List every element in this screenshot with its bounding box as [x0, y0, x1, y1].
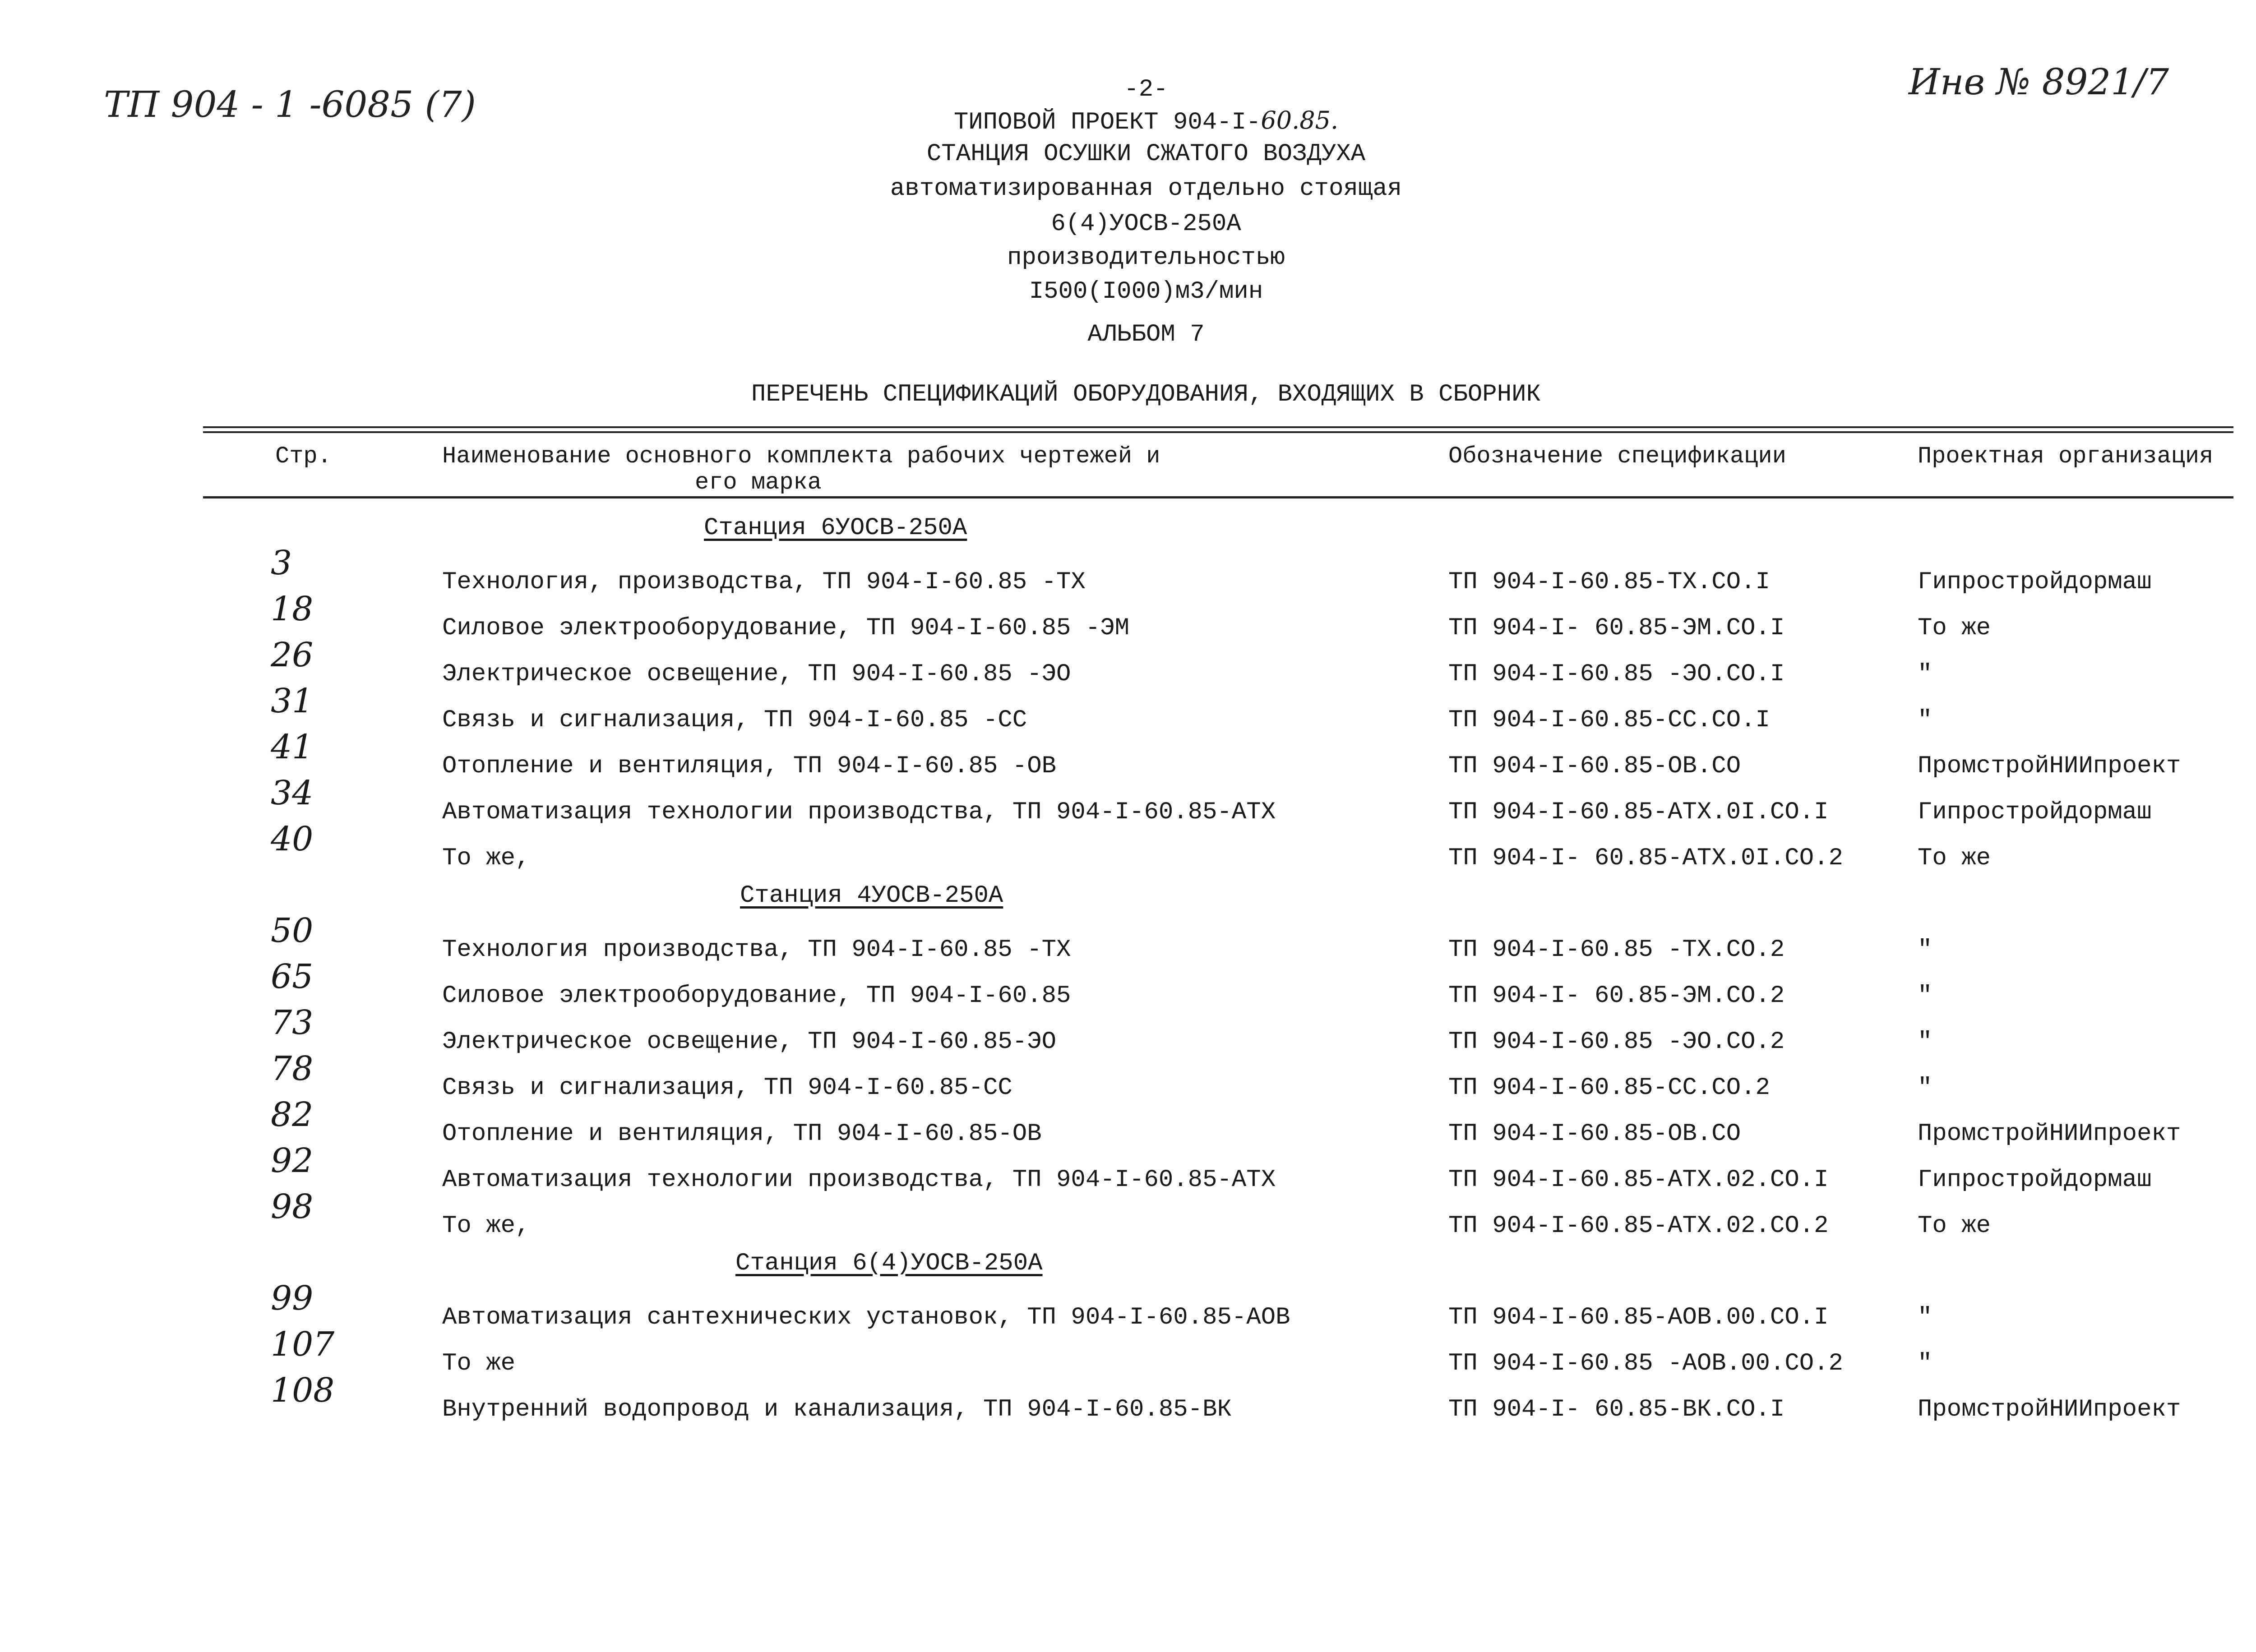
spec-cell: ТП 904-I- 60.85-АТХ.0I.СО.2 [1448, 844, 1843, 872]
table-row [203, 1049, 2233, 1110]
spec-cell: ТП 904-I-60.85-ОВ.СО [1448, 1120, 1741, 1148]
project-title [0, 108, 2256, 135]
station-subtitle: автоматизированная отдельно стоящая [890, 175, 1402, 203]
spec-cell: ТП 904-I- 60.85-ЭМ.СО.2 [1448, 982, 1785, 1010]
page-cell: 31 [271, 682, 314, 720]
spec-cell: ТП 904-I-60.85-АТХ.02.СО.I [1448, 1166, 1829, 1194]
column-header-name-line2: его марка [695, 469, 822, 496]
name-cell: Связь и сигнализация, ТП 904-I-60.85 -СС [442, 706, 1027, 734]
page-cell: 50 [271, 911, 314, 950]
handwritten-document-code: ТП 904 - 1 -6085 (7) [104, 83, 476, 125]
page-cell: 34 [271, 774, 314, 812]
spec-cell: ТП 904-I-60.85-ОВ.СО [1448, 752, 1741, 780]
spec-cell: ТП 904-I-60.85 -АОВ.00.СО.2 [1448, 1350, 1843, 1377]
org-cell: " [1918, 1304, 1932, 1331]
table-top-rule [203, 426, 2233, 433]
spec-cell: ТП 904-I-60.85-АТХ.0I.СО.I [1448, 798, 1829, 826]
table-row [203, 1279, 2233, 1340]
page-cell: 65 [271, 957, 314, 996]
table-row [203, 1371, 2233, 1432]
spec-cell: ТП 904-I-60.85-ТХ.СО.I [1448, 568, 1770, 596]
page-cell: 78 [271, 1049, 314, 1088]
name-cell: Внутренний водопровод и канализация, ТП 904-I-60.85-ВК [442, 1396, 1232, 1423]
org-cell: " [1918, 706, 1932, 734]
org-cell: Гипростройдормаш [1918, 1166, 2152, 1194]
name-cell: Автоматизация технологии производства, ТП 904-I-60.85-АТХ [442, 1166, 1276, 1194]
name-cell: Технология производства, ТП 904-I-60.85 -ТХ [442, 936, 1071, 964]
org-cell: " [1918, 660, 1932, 688]
handwritten-inventory-number: Инв № 8921/7 [1909, 61, 2169, 103]
name-cell: Технология, производства, ТП 904-I-60.85 -ТХ [442, 568, 1086, 596]
org-cell: " [1918, 1028, 1932, 1056]
org-cell: " [1918, 936, 1932, 964]
name-cell: Электрическое освещение, ТП 904-I-60.85-ЭО [442, 1028, 1057, 1056]
name-cell: То же, [442, 1212, 530, 1240]
org-cell: ПромстройНИИпроект [1918, 1396, 2181, 1423]
name-cell: Отопление и вентиляция, ТП 904-I-60.85-ОВ [442, 1120, 1042, 1148]
org-cell: Гипростройдормаш [1918, 568, 2152, 596]
table-row [203, 682, 2233, 743]
table-row [203, 911, 2233, 972]
page-cell: 18 [271, 590, 314, 628]
column-header-page: Стр. [275, 443, 332, 470]
list-title: ПЕРЕЧЕНЬ СПЕЦИФИКАЦИЙ ОБОРУДОВАНИЯ, ВХОДЯЩИХ В СБОРНИК [751, 381, 1541, 408]
org-cell: То же [1918, 614, 1991, 642]
column-header-name: Наименование основного комплекта рабочих чертежей и [442, 443, 1160, 470]
name-cell: Силовое электрооборудование, ТП 904-I-60.85 -ЭМ [442, 614, 1130, 642]
table-header-rule [203, 496, 2233, 498]
album-title: АЛЬБОМ 7 [1087, 321, 1205, 348]
page-cell: 3 [271, 544, 292, 582]
page-cell: 92 [271, 1141, 314, 1180]
page-cell: 26 [271, 636, 314, 674]
table-row [203, 1003, 2233, 1064]
section-title: Станция 6УОСВ-250А [704, 514, 967, 542]
name-cell: Автоматизация сантехнических установок, ТП 904-I-60.85-АОВ [442, 1304, 1290, 1331]
spec-cell: ТП 904-I-60.85-АОВ.00.СО.I [1448, 1304, 1829, 1331]
table-row [203, 728, 2233, 789]
table-row [203, 1141, 2233, 1202]
table-row [203, 1325, 2233, 1386]
name-cell: Автоматизация технологии производства, ТП 904-I-60.85-АТХ [442, 798, 1276, 826]
page-cell: 41 [271, 728, 314, 766]
spec-cell: ТП 904-I-60.85-СС.СО.I [1448, 706, 1770, 734]
name-cell: Силовое электрооборудование, ТП 904-I-60.85 [442, 982, 1071, 1010]
spec-cell: ТП 904-I-60.85 -ЭО.СО.2 [1448, 1028, 1785, 1056]
org-cell: Гипростройдормаш [1918, 798, 2152, 826]
page-cell: 73 [271, 1003, 314, 1042]
page-cell: 98 [271, 1187, 314, 1226]
table-row [203, 820, 2233, 881]
org-cell: ПромстройНИИпроект [1918, 752, 2181, 780]
station-title: СТАНЦИЯ ОСУШКИ СЖАТОГО ВОЗДУХА [926, 140, 1366, 168]
page-number: -2- [1124, 76, 1168, 103]
spec-cell: ТП 904-I-60.85-АТХ.02.СО.2 [1448, 1212, 1829, 1240]
name-cell: То же [442, 1350, 516, 1377]
spec-cell: ТП 904-I-60.85-СС.СО.2 [1448, 1074, 1770, 1102]
table-row [203, 774, 2233, 835]
spec-cell: ТП 904-I- 60.85-ЭМ.СО.I [1448, 614, 1785, 642]
name-cell: Отопление и вентиляция, ТП 904-I-60.85 -ОВ [442, 752, 1057, 780]
org-cell: " [1918, 982, 1932, 1010]
specification-table [203, 426, 2233, 1423]
spec-cell: ТП 904-I-60.85 -ЭО.СО.I [1448, 660, 1785, 688]
section-title: Станция 4УОСВ-250А [740, 882, 1003, 909]
name-cell: То же, [442, 844, 530, 872]
table-row [203, 957, 2233, 1018]
spec-cell: ТП 904-I- 60.85-ВК.СО.I [1448, 1396, 1785, 1423]
table-row [203, 636, 2233, 697]
org-cell: То же [1918, 1212, 1991, 1240]
capacity-value: I500(I000)м3/мин [1029, 278, 1263, 305]
table-row [203, 1187, 2233, 1248]
org-cell: То же [1918, 844, 1991, 872]
page-cell: 108 [271, 1371, 335, 1410]
org-cell: " [1918, 1074, 1932, 1102]
table-row [203, 544, 2233, 605]
spec-cell: ТП 904-I-60.85 -ТХ.СО.2 [1448, 936, 1785, 964]
column-header-spec: Обозначение спецификации [1448, 443, 1786, 470]
capacity-label: производительностью [1007, 244, 1285, 272]
org-cell: ПромстройНИИпроект [1918, 1120, 2181, 1148]
page-cell: 107 [271, 1325, 335, 1364]
section-title: Станция 6(4)УОСВ-250А [735, 1250, 1043, 1277]
station-model: 6(4)УОСВ-250А [1051, 210, 1241, 238]
project-title-prefix: ТИПОВОЙ ПРОЕКТ 904-I- [953, 109, 1261, 136]
column-header-org: Проектная организация [1918, 443, 2214, 470]
org-cell: " [1918, 1350, 1932, 1377]
table-row [203, 1095, 2233, 1156]
page-cell: 82 [271, 1095, 314, 1134]
name-cell: Электрическое освещение, ТП 904-I-60.85 -ЭО [442, 660, 1071, 688]
page-cell: 40 [271, 820, 314, 858]
project-title-handwritten: 60.85. [1261, 106, 1339, 134]
name-cell: Связь и сигнализация, ТП 904-I-60.85-СС [442, 1074, 1012, 1102]
page-cell: 99 [271, 1279, 314, 1318]
table-header [203, 433, 2233, 496]
table-row [203, 590, 2233, 651]
